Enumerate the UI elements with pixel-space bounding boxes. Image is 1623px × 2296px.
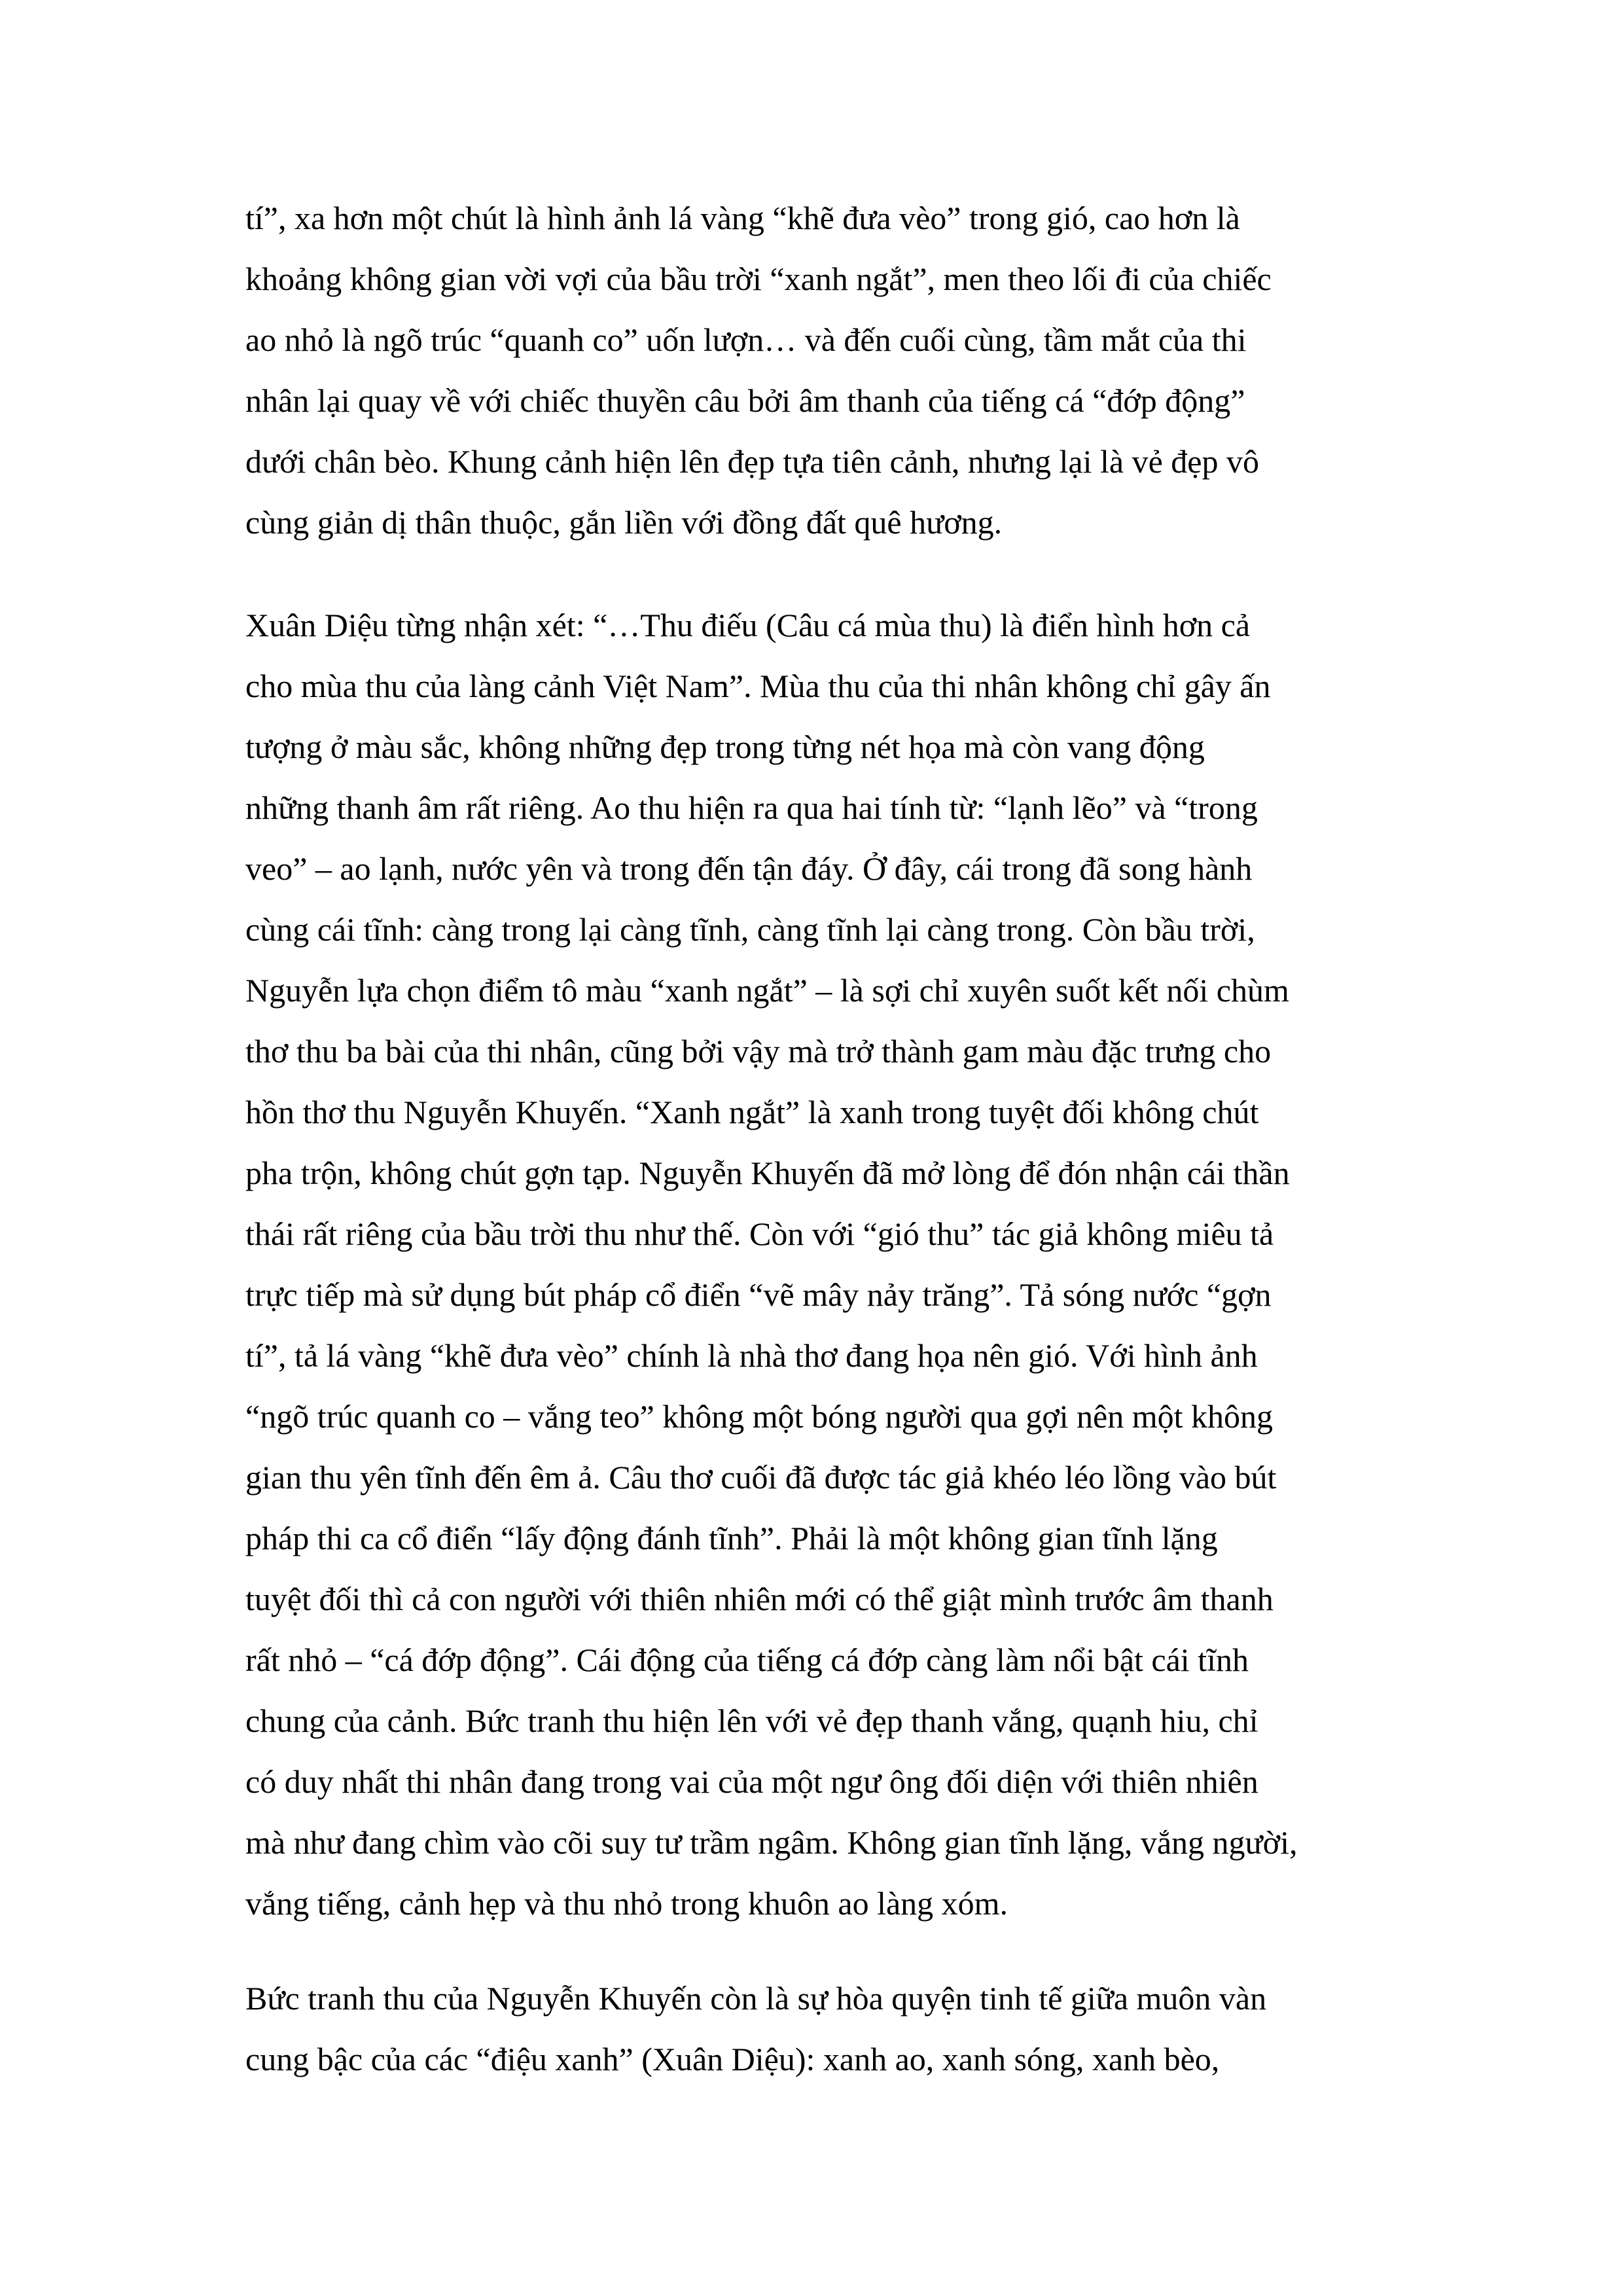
text-line: mà như đang chìm vào cõi suy tư trầm ngâm. Không gian tĩnh lặng, vắng người, (245, 1824, 1298, 1861)
text-line: cung bậc của các “điệu xanh” (Xuân Diệu): xanh ao, xanh sóng, xanh bèo, (245, 2041, 1220, 2077)
text-line: tượng ở màu sắc, không những đẹp trong từng nét họa mà còn vang động (245, 728, 1205, 765)
text-line: rất nhỏ – “cá đớp động”. Cái động của tiếng cá đớp càng làm nổi bật cái tĩnh (245, 1641, 1249, 1678)
text-line: Xuân Diệu từng nhận xét: “…Thu điếu (Câu cá mùa thu) là điển hình hơn cả (245, 607, 1251, 643)
text-line: thơ thu ba bài của thi nhân, cũng bởi vậy mà trở thành gam màu đặc trưng cho (245, 1033, 1272, 1069)
text-line: cho mùa thu của làng cảnh Việt Nam”. Mùa thu của thi nhân không chỉ gây ấn (245, 668, 1271, 704)
text-line: tí”, tả lá vàng “khẽ đưa vèo” chính là nhà thơ đang họa nên gió. Với hình ảnh (245, 1337, 1258, 1374)
text-line: tuyệt đối thì cả con người với thiên nhiên mới có thể giật mình trước âm thanh (245, 1581, 1274, 1617)
paragraph-2 (245, 595, 1417, 1934)
text-line: tí”, xa hơn một chút là hình ảnh lá vàng “khẽ đưa vèo” trong gió, cao hơn là (245, 200, 1240, 236)
text-line: có duy nhất thi nhân đang trong vai của một ngư ông đối diện với thiên nhiên (245, 1763, 1258, 1800)
text-line: nhân lại quay về với chiếc thuyền câu bởi âm thanh của tiếng cá “đớp động” (245, 382, 1245, 419)
paragraph-1 (245, 188, 1417, 553)
text-line: dưới chân bèo. Khung cảnh hiện lên đẹp tựa tiên cảnh, nhưng lại là vẻ đẹp vô (245, 443, 1259, 480)
text-line: gian thu yên tĩnh đến êm ả. Câu thơ cuối đã được tác giả khéo léo lồng vào bút (245, 1459, 1277, 1496)
text-line: vắng tiếng, cảnh hẹp và thu nhỏ trong khuôn ao làng xóm. (245, 1885, 1008, 1922)
text-line: thái rất riêng của bầu trời thu như thế. Còn với “gió thu” tác giả không miêu tả (245, 1215, 1274, 1252)
text-line: trực tiếp mà sử dụng bút pháp cổ điển “vẽ mây nảy trăng”. Tả sóng nước “gợn (245, 1276, 1272, 1313)
text-line: khoảng không gian vời vợi của bầu trời “xanh ngắt”, men theo lối đi của chiếc (245, 260, 1272, 297)
text-line: Bức tranh thu của Nguyễn Khuyến còn là sự hòa quyện tinh tế giữa muôn vàn (245, 1980, 1267, 2017)
text-line: Nguyễn lựa chọn điểm tô màu “xanh ngắt” – là sợi chỉ xuyên suốt kết nối chùm (245, 972, 1289, 1009)
text-line: cùng giản dị thân thuộc, gắn liền với đồng đất quê hương. (245, 504, 1003, 541)
text-line: hồn thơ thu Nguyễn Khuyến. “Xanh ngắt” là xanh trong tuyệt đối không chút (245, 1094, 1259, 1130)
text-line: ao nhỏ là ngõ trúc “quanh co” uốn lượn… và đến cuối cùng, tầm mắt của thi (245, 321, 1247, 358)
text-line: pháp thi ca cổ điển “lấy động đánh tĩnh”. Phải là một không gian tĩnh lặng (245, 1520, 1218, 1556)
text-line: veo” – ao lạnh, nước yên và trong đến tận đáy. Ở đây, cái trong đã song hành (245, 850, 1253, 887)
text-line: những thanh âm rất riêng. Ao thu hiện ra qua hai tính từ: “lạnh lẽo” và “trong (245, 789, 1258, 826)
text-line: “ngõ trúc quanh co – vắng teo” không một bóng người qua gợi nên một không (245, 1398, 1273, 1435)
text-line: cùng cái tĩnh: càng trong lại càng tĩnh, càng tĩnh lại càng trong. Còn bầu trời, (245, 911, 1255, 948)
paragraph-3 (245, 1968, 1417, 2090)
text-line: chung của cảnh. Bức tranh thu hiện lên với vẻ đẹp thanh vắng, quạnh hiu, chỉ (245, 1702, 1258, 1739)
text-line: pha trộn, không chút gợn tạp. Nguyễn Khuyến đã mở lòng để đón nhận cái thần (245, 1155, 1290, 1191)
